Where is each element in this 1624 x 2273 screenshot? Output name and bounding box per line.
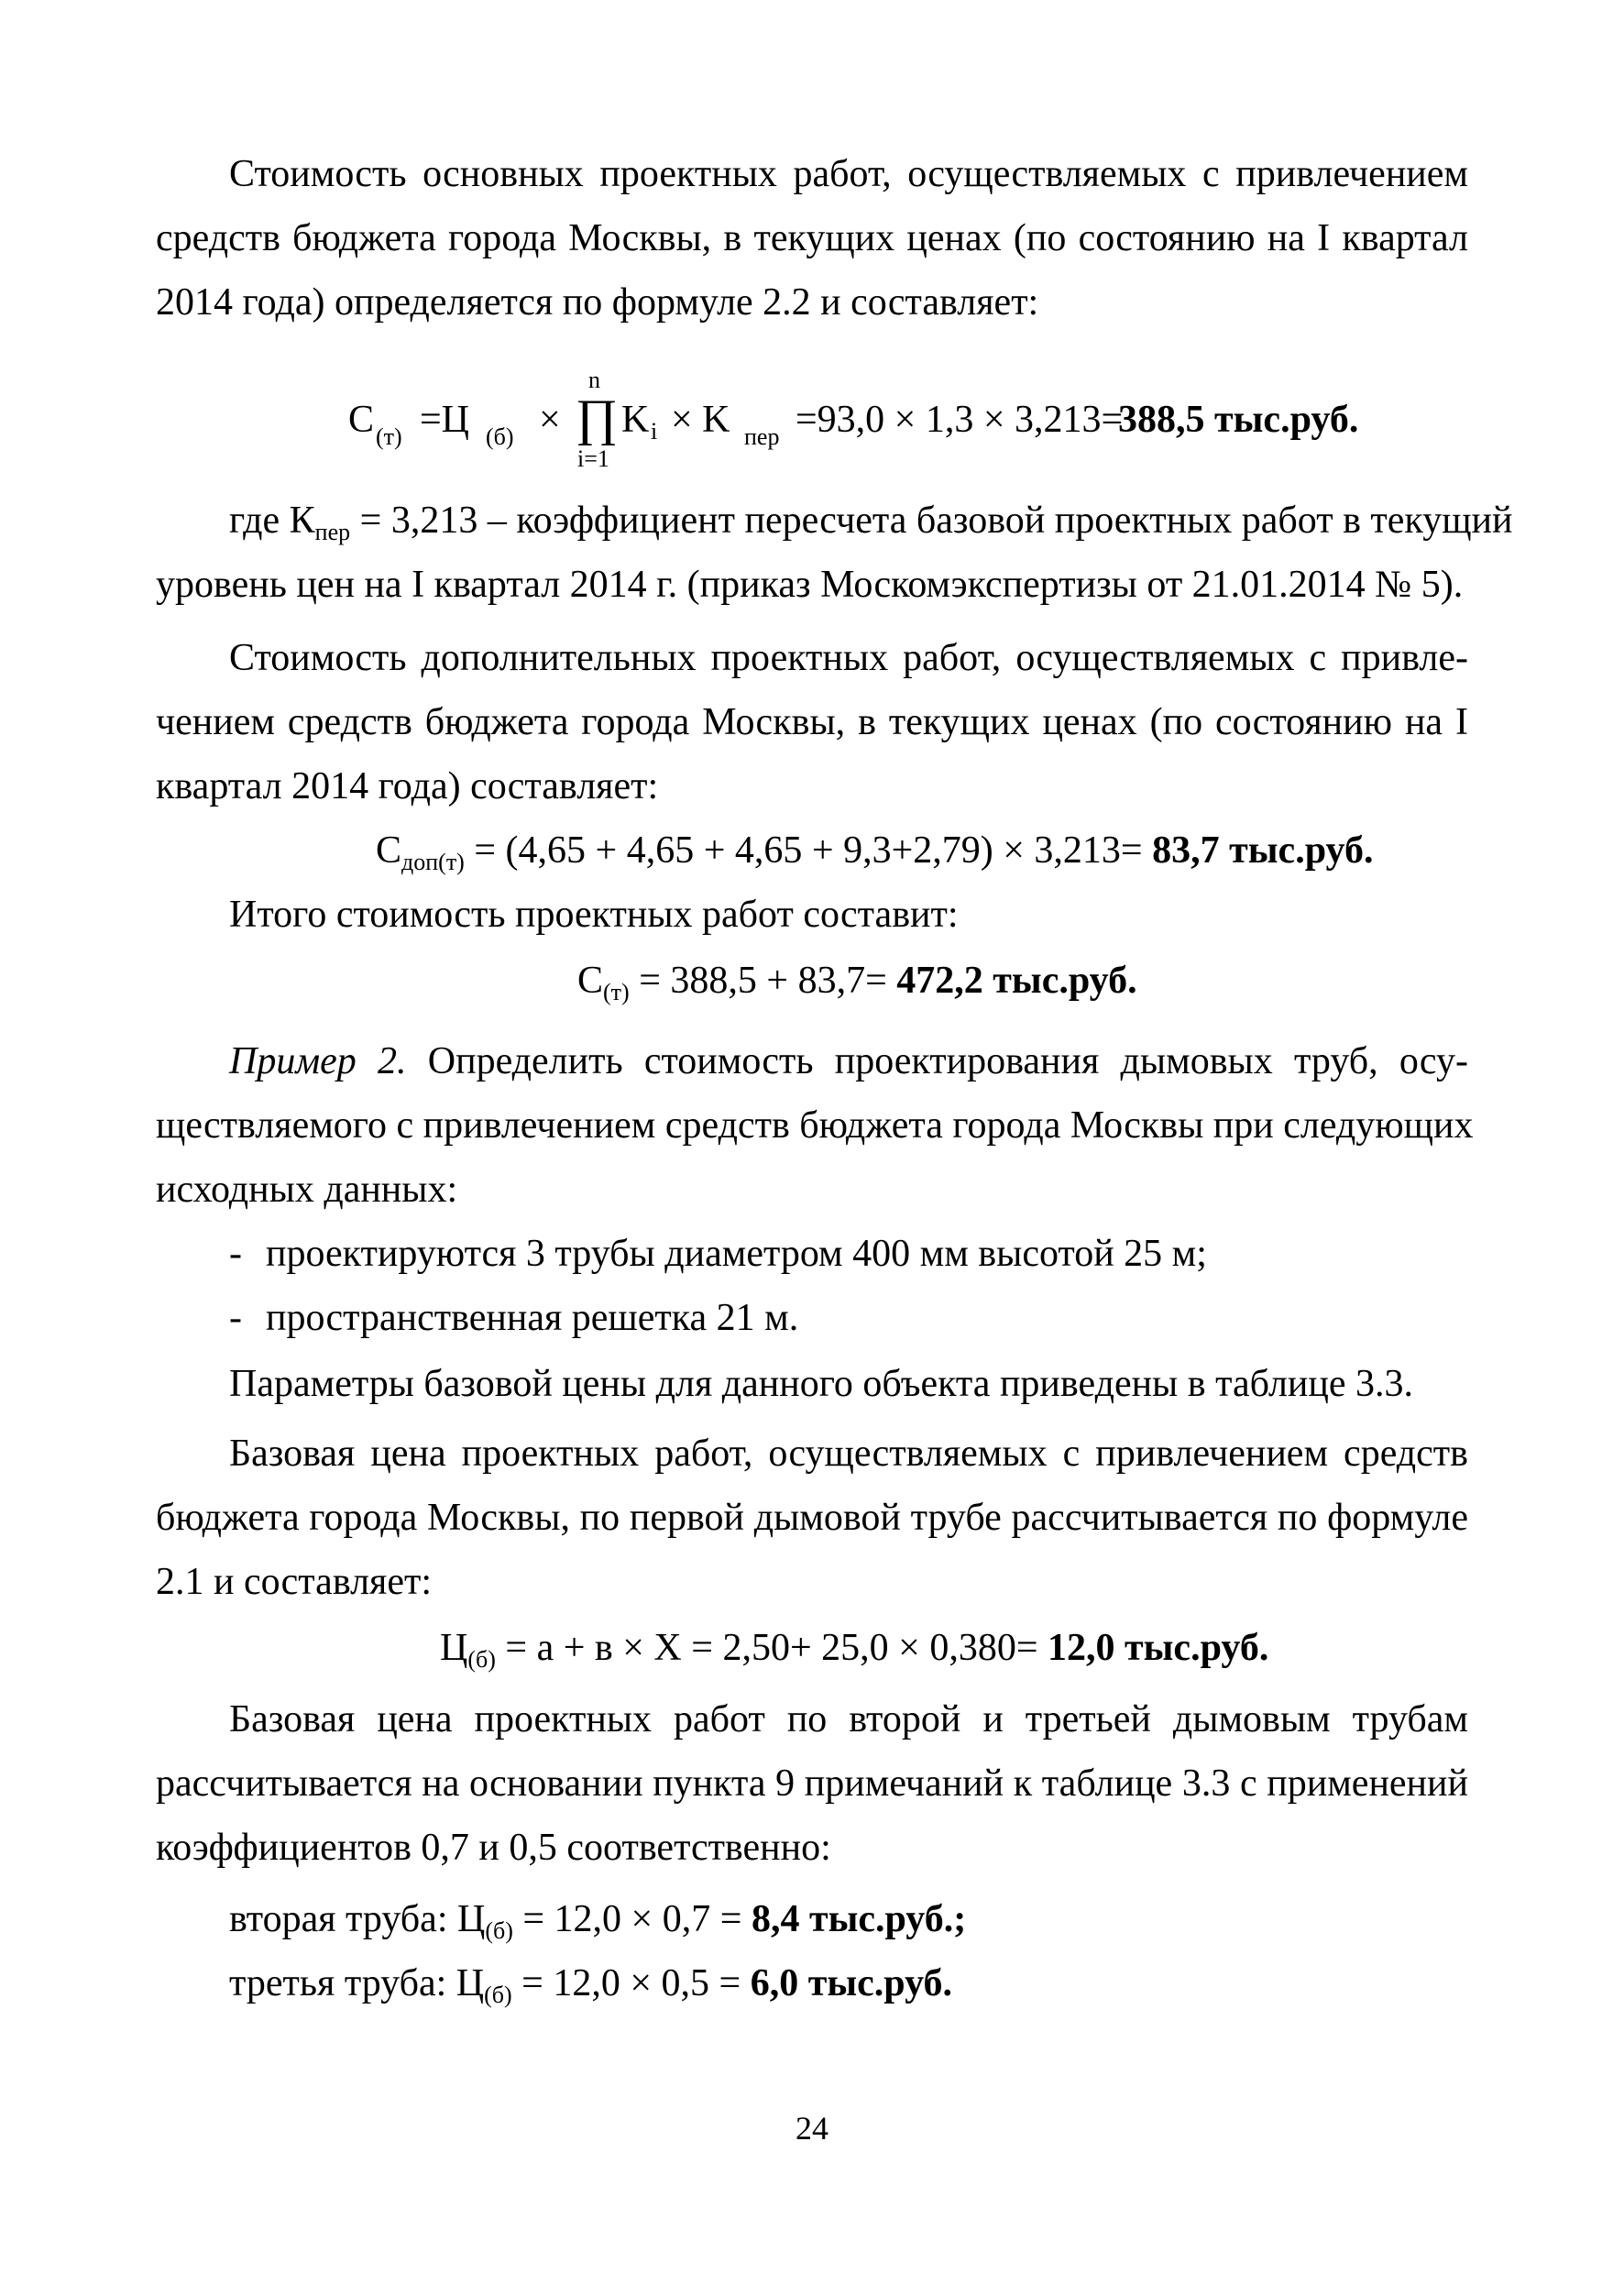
second-pipe-price xyxy=(229,1894,1468,1945)
formula-4-result: 12,0 тыс.руб. xyxy=(1048,1627,1269,1669)
paragraph-3-line-3: квартал 2014 года) составляет: xyxy=(156,765,659,807)
paragraph-4-line-1: Итого стоимость проектных работ составит: xyxy=(229,894,959,936)
formula-kper-sub: пер xyxy=(744,423,780,450)
formula-cost-main xyxy=(348,367,1411,477)
list-item-text: пространственная решетка 21 м. xyxy=(266,1297,799,1339)
paragraph-1-line-3: 2014 года) определяется по формуле 2.2 и составляет: xyxy=(156,281,1039,324)
formula-3-result: 472,2 тыс.руб. xyxy=(896,960,1137,1002)
paragraph-5-line-3: исходных данных: xyxy=(156,1169,458,1211)
paragraph-5-line-2: ществляемого с привлечением средств бюджета города Москвы при следующих xyxy=(156,1104,1474,1147)
text-coefficient-description: = 3,213 – коэффициент пересчета базовой проектных работ в текущий xyxy=(350,500,1513,542)
formula-2-expression: = (4,65 + 4,65 + 4,65 + 9,3+2,79) × 3,213= xyxy=(464,829,1153,872)
paragraph-8-line-2: рассчитывается на основании пункта 9 примечаний к таблице 3.3 с применений xyxy=(156,1762,1468,1805)
page-number: 24 xyxy=(796,2110,828,2147)
list-bullet: - xyxy=(229,1297,242,1339)
pipe-3-sub: (б) xyxy=(484,1982,512,2008)
formula-c-sub: (т) xyxy=(376,423,402,450)
paragraph-6-line-1: Параметры базовой цены для данного объекта приведены в таблице 3.3. xyxy=(229,1363,1413,1405)
formula-product-lower: i=1 xyxy=(577,445,609,472)
paragraph-7-line-1: Базовая цена проектных работ, осуществляемых с привлечением средств xyxy=(229,1433,1468,1475)
paragraph-3-line-2: чением средств бюджета города Москвы, в текущих ценах (по состоянию на I xyxy=(156,701,1468,743)
pipe-2-result: 8,4 тыс.руб.; xyxy=(751,1898,967,1940)
formula-expression: =93,0 × 1,3 × 3,213= xyxy=(796,399,1124,441)
formula-3-lhs: С xyxy=(577,960,604,1002)
pipe-3-prefix: третья труба: Ц xyxy=(229,1962,485,2004)
formula-total-cost xyxy=(577,955,1402,1006)
list-item-text: проектируются 3 трубы диаметром 400 мм высотой 25 м; xyxy=(266,1233,1207,1275)
pipe-3-result: 6,0 тыс.руб. xyxy=(750,1962,953,2004)
formula-4-lhs-sub: (б) xyxy=(467,1646,496,1673)
paragraph-2-line-2: уровень цен на I квартал 2014 г. (приказ Москомэкспертизы от 21.01.2014 № 5). xyxy=(156,564,1464,606)
text-kper-sub: пер xyxy=(314,519,351,545)
formula-times-1: × xyxy=(539,399,561,441)
pipe-2-expression: = 12,0 × 0,7 = xyxy=(512,1898,752,1940)
formula-base-price xyxy=(440,1622,1402,1674)
pipe-3-expression: = 12,0 × 0,5 = xyxy=(511,1962,751,2004)
list-item xyxy=(229,1228,1468,1279)
formula-c: С xyxy=(348,399,375,441)
formula-4-lhs: Ц xyxy=(440,1627,468,1669)
paragraph-1-line-1: Стоимость основных проектных работ, осуществляемых с привлечением xyxy=(229,153,1468,195)
formula-result: 388,5 тыс.руб. xyxy=(1118,399,1359,441)
formula-product-sign: ∏ xyxy=(576,390,619,446)
formula-ts-sub: (б) xyxy=(486,423,514,450)
paragraph-5-line-1 xyxy=(229,1036,1468,1087)
pipe-2-sub: (б) xyxy=(485,1917,513,1944)
paragraph-1-line-2: средств бюджета города Москвы, в текущих ценах (по состоянию на I квартал xyxy=(156,217,1468,259)
formula-2-lhs-sub: доп(т) xyxy=(401,849,465,875)
list-item xyxy=(229,1292,1468,1344)
formula-eq-ts: =Ц xyxy=(420,399,470,441)
pipe-2-prefix: вторая труба: Ц xyxy=(229,1898,486,1940)
formula-3-lhs-sub: (т) xyxy=(603,979,630,1005)
paragraph-8-line-3: коэффициентов 0,7 и 0,5 соответственно: xyxy=(156,1827,831,1869)
formula-3-expression: = 388,5 + 83,7= xyxy=(629,960,897,1002)
formula-2-result: 83,7 тыс.руб. xyxy=(1152,829,1374,872)
paragraph-7-line-2: бюджета города Москвы, по первой дымовой трубе рассчитывается по формуле xyxy=(156,1497,1468,1539)
example-label: Пример 2. xyxy=(229,1040,407,1082)
text-gde-k: где К xyxy=(229,500,315,542)
formula-additional-cost xyxy=(376,825,1384,876)
paragraph-8-line-1: Базовая цена проектных работ по второй и третьей дымовым трубам xyxy=(229,1698,1468,1740)
formula-k: K xyxy=(621,399,650,441)
third-pipe-price xyxy=(229,1958,1468,2009)
formula-ki-sub: i xyxy=(651,418,658,445)
paragraph-2-line-1 xyxy=(229,495,1513,546)
paragraph-3-line-1: Стоимость дополнительных проектных работ, осуществляемых с привле- xyxy=(229,637,1468,679)
list-bullet: - xyxy=(229,1233,242,1275)
example-text: Определить стоимость проектирования дымовых труб, осу- xyxy=(406,1040,1469,1082)
formula-product-upper: n xyxy=(588,367,600,393)
formula-4-expression: = а + в × Х = 2,50+ 25,0 × 0,380= xyxy=(495,1627,1048,1669)
formula-times-kper: × K xyxy=(671,399,730,441)
paragraph-7-line-3: 2.1 и составляет: xyxy=(156,1561,433,1603)
formula-2-lhs: С xyxy=(376,829,402,872)
